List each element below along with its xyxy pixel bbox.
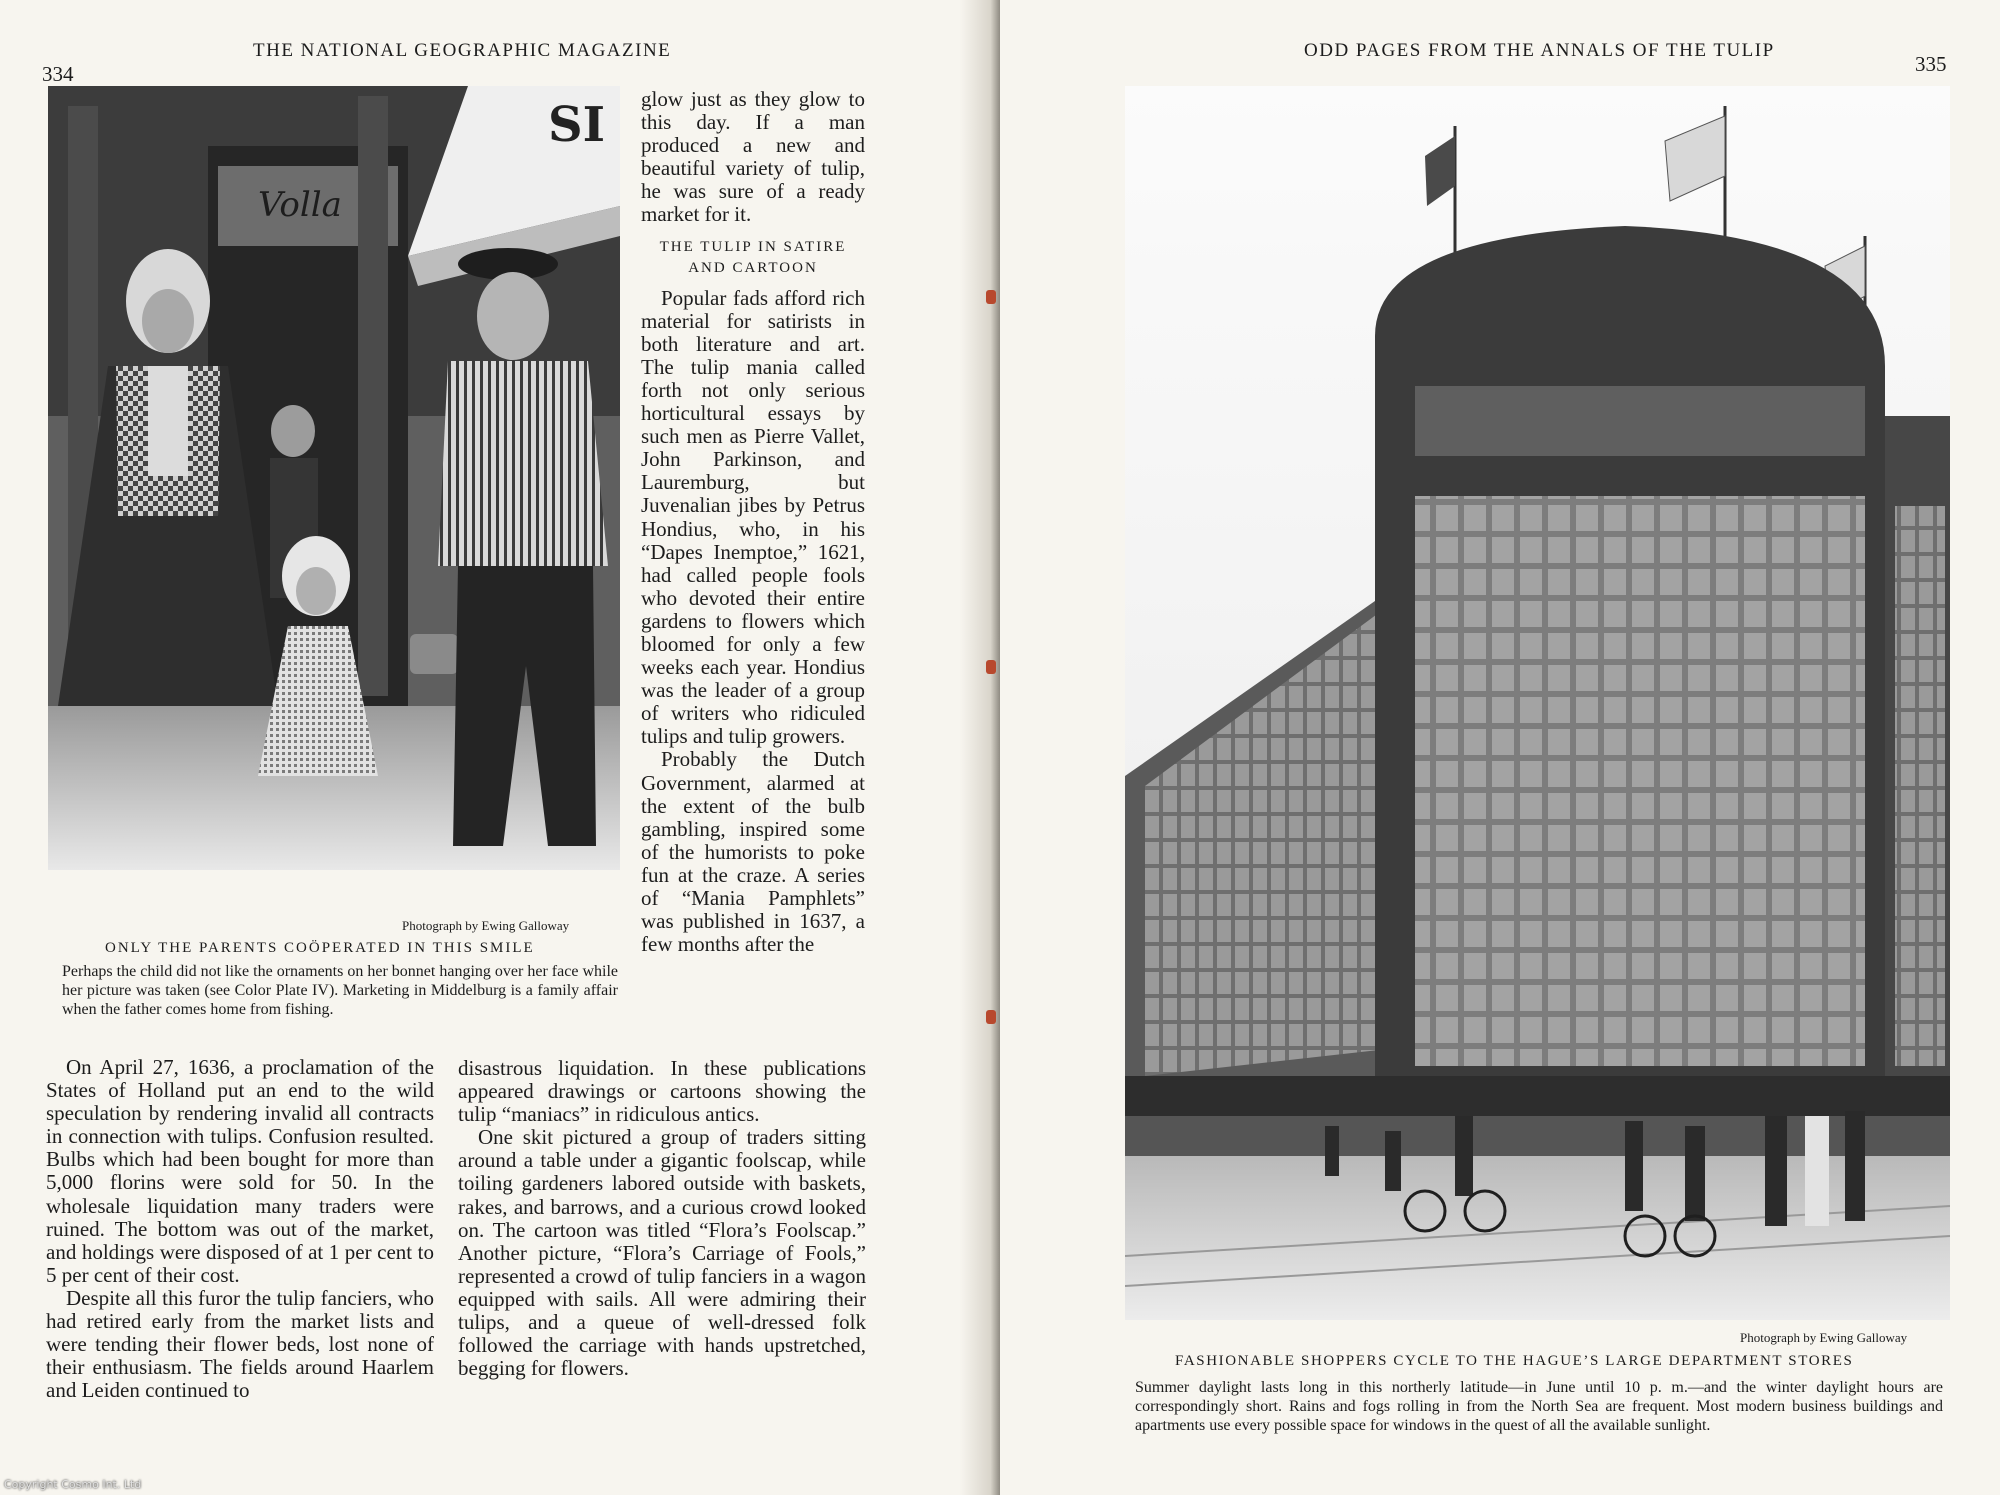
paragraph: disastrous liquidation. In these publications appeared drawings or cartoons showing the tulip “maniacs” in ridiculous antics. [458, 1056, 866, 1127]
page-number: 335 [1915, 52, 1947, 76]
photo-credit: Photograph by Ewing Galloway [402, 918, 570, 933]
paragraph: Despite all this furor the tulip fanciers, who had retired early from the market lists and were tending their flower beds, lost none of their enthusiasm. The fields around Haarlem and Leiden continued to [46, 1285, 434, 1403]
family-photo-illustration [48, 86, 620, 870]
right-page [1000, 0, 2000, 1495]
running-head: THE NATIONAL GEOGRAPHIC MAGAZINE [253, 40, 672, 61]
binding-stitch [986, 290, 996, 304]
caption-body: Perhaps the child did not like the ornaments on her bonnet hanging over her face while her picture was taken (see Color Plate IV). Marketing in Middelburg is a family affair when the father comes home from fishing. [62, 963, 618, 1018]
binding-stitch [986, 1010, 996, 1024]
caption-body: Summer daylight lasts long in this northerly latitude—in June until 10 p. m.—and the winter daylight hours are correspondingly short. Rains and fogs rolling in from the North Sea are frequent. Most modern business buildings and apartments use every possible space for windows in the quest of all the available sunlight. [1135, 1379, 1943, 1434]
paragraph: Probably the Dutch Government, alarmed at the extent of the bulb gambling, inspired some of the humorists to poke fun at the craze. A series of “Mania Pamphlets” was published in 1637, a few months after the [641, 747, 865, 957]
awning-text: SI [548, 97, 606, 153]
caption-title: FASHIONABLE SHOPPERS CYCLE TO THE HAGUE’S LARGE DEPARTMENT STORES [1175, 1353, 1854, 1369]
paragraph: glow just as they glow to this day. If a man produced a new and beautiful variety of tulip, he was sure of a ready market for it. [641, 87, 865, 227]
department-store-illustration [1125, 86, 1950, 1320]
department-store-photo [1125, 86, 1950, 1320]
text-column-right [641, 88, 865, 956]
caption-title: ONLY THE PARENTS COÖPERATED IN THIS SMILE [105, 940, 535, 956]
binding-stitch [986, 660, 996, 674]
paragraph: Popular fads afford rich material for satirists in both literature and art. The tulip mania called forth not only serious horticultural essays by such men as Pierre Vallet, John Parkinson, and Lauremburg, but Juvenalian jibes by Petrus Hondius, who, in his “Dapes Inemptoe,” 1621, had called people fools who devoted their entire gardens to flowers which bloomed for only a few weeks each year. Hondius was the leader of a group of writers who ridiculed tulips and tulip growers. [641, 285, 865, 749]
paragraph: On April 27, 1636, a proclamation of the States of Holland put an end to the wild speculation by rendering invalid all contracts in connection with tulips. Confusion resulted. Bulbs which had been bought for more than 5,000 florins were sold for 50. In the wholesale liquidation many traders were ruined. The bottom was out of the market, and holdings were disposed of at 1 per cent to 5 per cent of their cost. [46, 1055, 434, 1287]
copyright-watermark: Copyright Cosmo Int. Ltd [4, 1478, 142, 1491]
page-number: 334 [42, 62, 74, 86]
photo-credit: Photograph by Ewing Galloway [1740, 1330, 1908, 1345]
section-subhead: THE TULIP IN SATIRE AND CARTOON [659, 238, 847, 276]
running-head: ODD PAGES FROM THE ANNALS OF THE TULIP [1304, 40, 1775, 61]
text-column-bottom-right [458, 1057, 866, 1380]
text-column-bottom-left [46, 1056, 434, 1402]
shop-sign-text: Volla [258, 185, 342, 225]
left-page [0, 0, 985, 1495]
paragraph: One skit pictured a group of traders sitting around a table under a gigantic foolscap, while toiling gardeners labored outside with baskets, rakes, and barrows, and a curious crowd looked on. The cartoon was titled “Flora’s Foolscap.” Another picture, “Flora’s Carriage of Fools,” represented a crowd of tulip fanciers in a wagon equipped with sails. All were admiring their tulips, and a queue of well-dressed folk followed the carriage with hands upstretched, begging for flowers. [458, 1125, 866, 1381]
family-photo [48, 86, 620, 870]
